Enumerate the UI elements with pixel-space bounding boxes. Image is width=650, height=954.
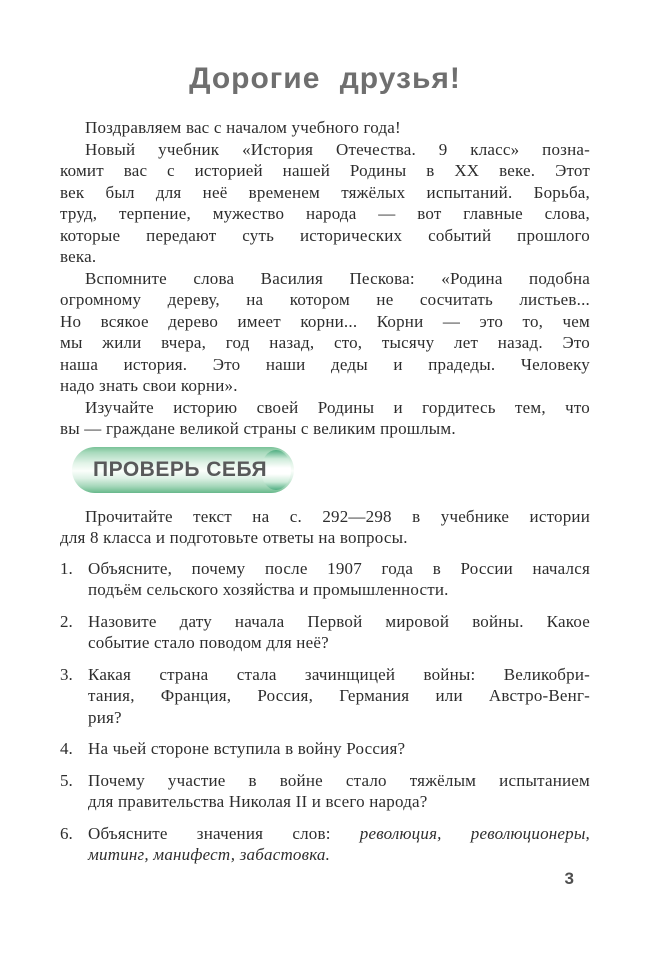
page-content — [60, 0, 590, 876]
text-line: Изучайте историю своей Родины и гордитесь тем, что — [85, 397, 590, 417]
text-line: комит вас с историей нашей Родины в XX веке. Этот — [60, 161, 590, 180]
text-line: труд, терпение, мужество народа — вот главные слова, — [60, 204, 590, 223]
text-line: Прочитайте текст на с. 292—298 в учебнике истории — [85, 506, 590, 526]
text-line: которые передают суть исторических событий прошлого — [60, 225, 590, 245]
question-item — [60, 664, 590, 729]
intro-paragraph — [60, 117, 590, 139]
text-line: Вспомните слова Василия Пескова: «Родина подобна — [85, 268, 590, 288]
question-item — [60, 823, 590, 866]
text-line: мы жили вчера, год назад, сто, тысячу лет назад. Это — [60, 333, 590, 352]
text-line: Поздравляем вас с началом учебного года! — [85, 118, 401, 137]
text-line: тания, Франция, Россия, Германия или Австро-Венг- — [88, 686, 590, 705]
intro-paragraph — [60, 397, 590, 440]
text-line: века. — [60, 247, 97, 266]
text-line: событие стало поводом для неё? — [88, 633, 329, 652]
question-number: 4. — [60, 739, 73, 758]
page-number: 3 — [564, 869, 574, 888]
question-number: 2. — [60, 611, 73, 631]
text-line: подъём сельского хозяйства и промышленности. — [88, 580, 449, 599]
text-line: вы — граждане великой страны с великим прошлым. — [60, 419, 456, 438]
question-number: 5. — [60, 770, 73, 790]
check-yourself-badge — [72, 447, 294, 493]
question-item — [60, 611, 590, 654]
intro-paragraph — [60, 139, 590, 268]
task-paragraph — [60, 506, 590, 549]
badge-label: ПРОВЕРЬ СЕБЯ — [93, 457, 268, 481]
text-line: Но всякое дерево имеет корни... Корни — это то, чем — [60, 311, 590, 331]
text-line: Объясните значения слов: революция, революционеры, — [88, 823, 591, 843]
question-item — [60, 770, 590, 813]
text-line: для 8 класса и подготовьте ответы на вопросы. — [60, 528, 408, 547]
text-line: для правительства Николая II и всего народа? — [88, 792, 428, 811]
text-line: На чьей стороне вступила в войну Россия? — [88, 739, 406, 758]
page-title: Дорогие друзья! — [189, 62, 461, 95]
text-line: Новый учебник «История Отечества. 9 класс» позна- — [85, 139, 590, 159]
text-line: наша история. Это наши деды и прадеды. Человеку — [60, 354, 590, 374]
text-line: рия? — [88, 707, 122, 727]
question-number: 1. — [60, 558, 73, 578]
question-number: 3. — [60, 664, 73, 684]
text-line: Назовите дату начала Первой мировой войны. Какое — [88, 611, 590, 631]
text-line: Какая страна стала зачинщицей войны: Великобри- — [88, 664, 590, 684]
question-number: 6. — [60, 823, 73, 843]
text-line: Объясните, почему после 1907 года в России начался — [88, 558, 590, 578]
text-line: надо знать свои корни». — [60, 376, 238, 395]
text-line: митинг, манифест, забастовка. — [88, 845, 331, 864]
question-item — [60, 738, 590, 760]
text-line: огромному дереву, на котором не сосчитать листьев... — [60, 290, 590, 309]
intro-paragraph — [60, 268, 590, 397]
question-item — [60, 558, 590, 601]
text-line: Почему участие в войне стало тяжёлым испытанием — [88, 770, 590, 790]
text-line: век был для неё временем тяжёлых испытаний. Борьба, — [60, 182, 590, 202]
